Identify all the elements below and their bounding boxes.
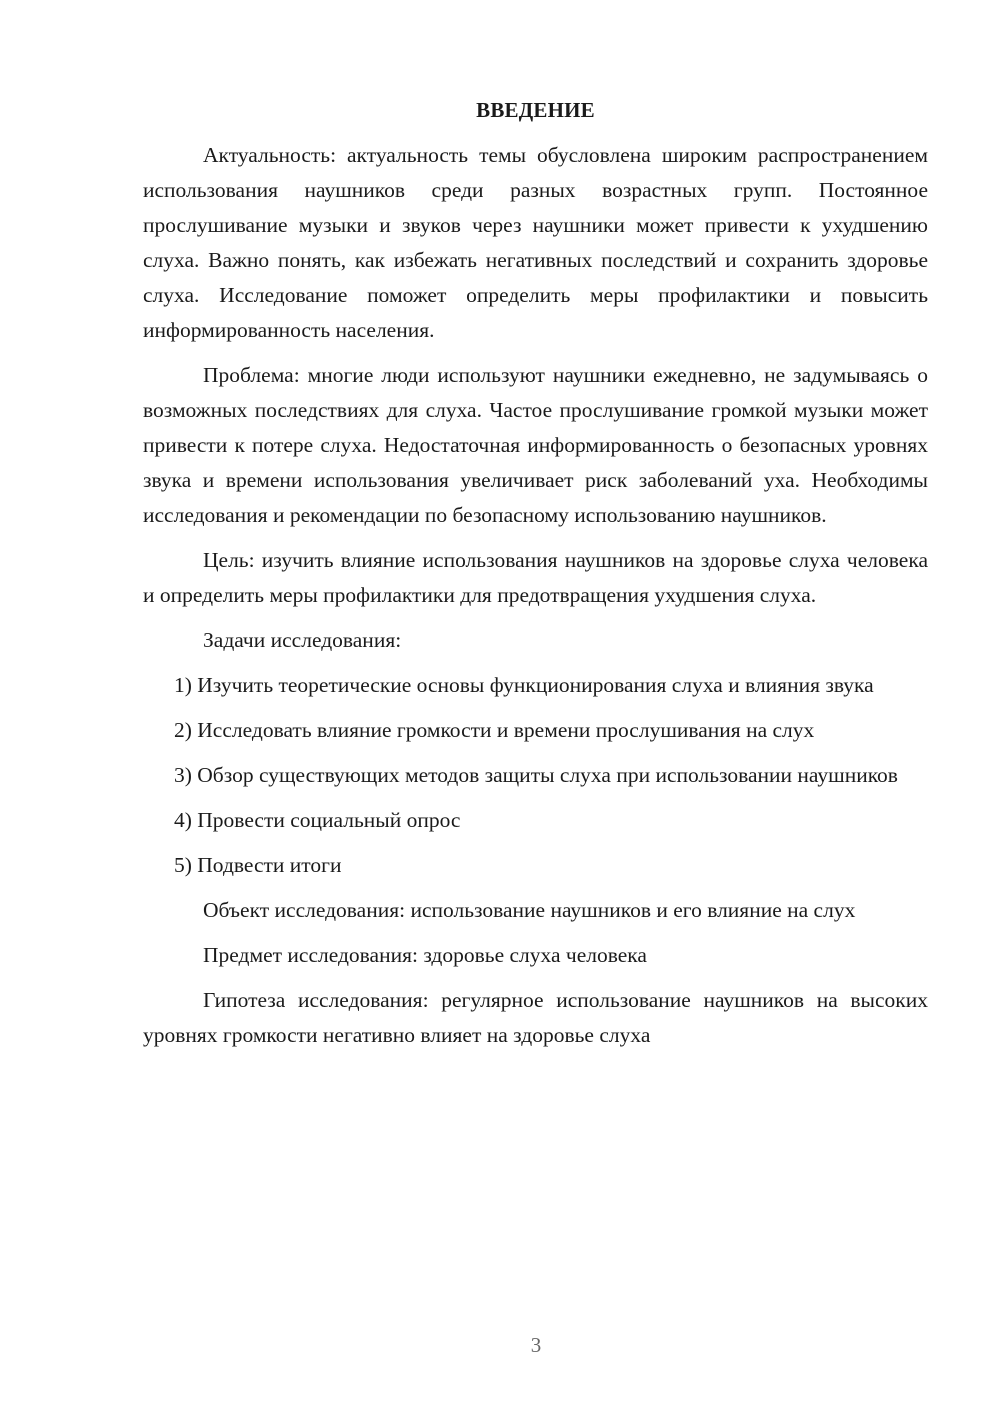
relevance-paragraph: Актуальность: актуальность темы обусловлена широким распространением использования наушников среди разных возрастных групп. Постоянное прослушивание музыки и звуков через наушники может привести к ухудшению слуха. Важно понять, как избежать негативных последствий и сохранить здоровье слуха. Исследование поможет определить меры профилактики и повысить информированность населения. (143, 143, 928, 342)
task-item-2: 2) Исследовать влияние громкости и времени прослушивания на слух (174, 718, 815, 742)
tasks-list (143, 668, 928, 883)
document-page (143, 95, 928, 1063)
section-title: ВВЕДЕНИЕ (476, 98, 595, 122)
task-item-3: 3) Обзор существующих методов защиты слуха при использовании наушников (174, 763, 898, 787)
tasks-heading: Задачи исследования: (203, 628, 402, 652)
task-item-1: 1) Изучить теоретические основы функционирования слуха и влияния звука (174, 673, 874, 697)
problem-paragraph: Проблема: многие люди используют наушники ежедневно, не задумываясь о возможных последствиях для слуха. Частое прослушивание громкой музыки может привести к потере слуха. Недостаточная информированность о безопасных уровнях звука и времени использования увеличивает риск заболеваний уха. Необходимы исследования и рекомендации по безопасному использованию наушников. (143, 363, 928, 527)
page-number: 3 (530, 1333, 542, 1357)
task-item-5: 5) Подвести итоги (174, 853, 342, 877)
subject-paragraph: Предмет исследования: здоровье слуха человека (203, 943, 647, 967)
hypothesis-paragraph: Гипотеза исследования: регулярное использование наушников на высоких уровнях громкости негативно влияет на здоровье слуха (143, 988, 928, 1047)
goal-paragraph: Цель: изучить влияние использования наушников на здоровье слуха человека и определить меры профилактики для предотвращения ухудшения слуха. (143, 548, 928, 607)
object-paragraph: Объект исследования: использование наушников и его влияние на слух (203, 898, 856, 922)
task-item-4: 4) Провести социальный опрос (174, 808, 461, 832)
